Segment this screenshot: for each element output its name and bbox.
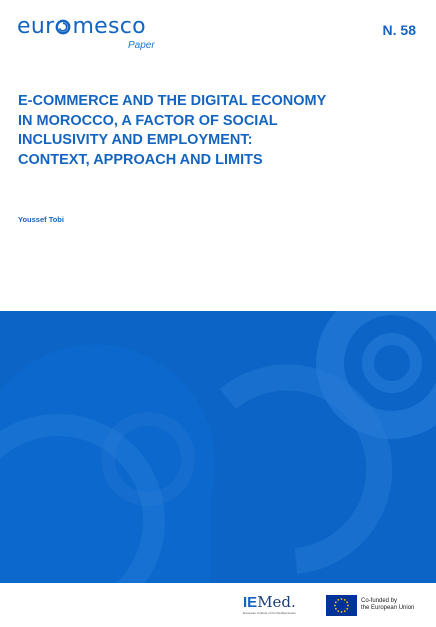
eu-star bbox=[341, 598, 343, 600]
eu-star bbox=[344, 599, 346, 601]
author-name: Youssef Tobi bbox=[18, 215, 64, 224]
swirl-icon bbox=[55, 19, 71, 35]
logo-text-end: mesco bbox=[72, 14, 146, 39]
logo-wordmark bbox=[17, 14, 146, 40]
iemed-wordmark bbox=[243, 594, 303, 611]
footer bbox=[0, 583, 436, 627]
logo-text-start: eur bbox=[17, 14, 55, 39]
euromesco-logo bbox=[17, 14, 155, 51]
title-line: CONTEXT, APPROACH AND LIMITS bbox=[18, 151, 263, 168]
eu-funding-text bbox=[361, 598, 421, 612]
eu-stars-icon bbox=[326, 595, 357, 616]
eu-flag-icon bbox=[326, 595, 357, 616]
decorative-blue-band bbox=[0, 311, 436, 583]
eu-star bbox=[334, 605, 336, 607]
eu-star bbox=[346, 608, 348, 610]
eu-star bbox=[335, 608, 337, 610]
eu-text-line: the European Union bbox=[361, 605, 415, 611]
title-line: INCLUSIVITY AND EMPLOYMENT: bbox=[18, 132, 253, 148]
logo-subtitle: Paper bbox=[128, 40, 155, 51]
eu-star bbox=[344, 610, 346, 612]
eu-text-line: Co-funded by bbox=[361, 598, 398, 604]
eu-star bbox=[347, 605, 349, 607]
iemed-suffix: Med. bbox=[257, 593, 296, 611]
iemed-prefix: IE bbox=[243, 594, 258, 611]
eu-star bbox=[337, 599, 339, 601]
swirl-pattern-graphic bbox=[0, 311, 436, 583]
iemed-logo bbox=[243, 594, 303, 615]
issue-number: N. 58 bbox=[382, 22, 416, 38]
paper-title bbox=[18, 92, 398, 170]
eu-star bbox=[346, 601, 348, 603]
iemed-caption: European Institute of the Mediterranean bbox=[243, 611, 296, 615]
title-line: E-COMMERCE AND THE DIGITAL ECONOMY bbox=[18, 93, 327, 109]
title-line: IN MOROCCO, A FACTOR OF SOCIAL bbox=[18, 112, 278, 129]
eu-star bbox=[335, 601, 337, 603]
eu-star bbox=[341, 611, 343, 613]
eu-star bbox=[337, 610, 339, 612]
